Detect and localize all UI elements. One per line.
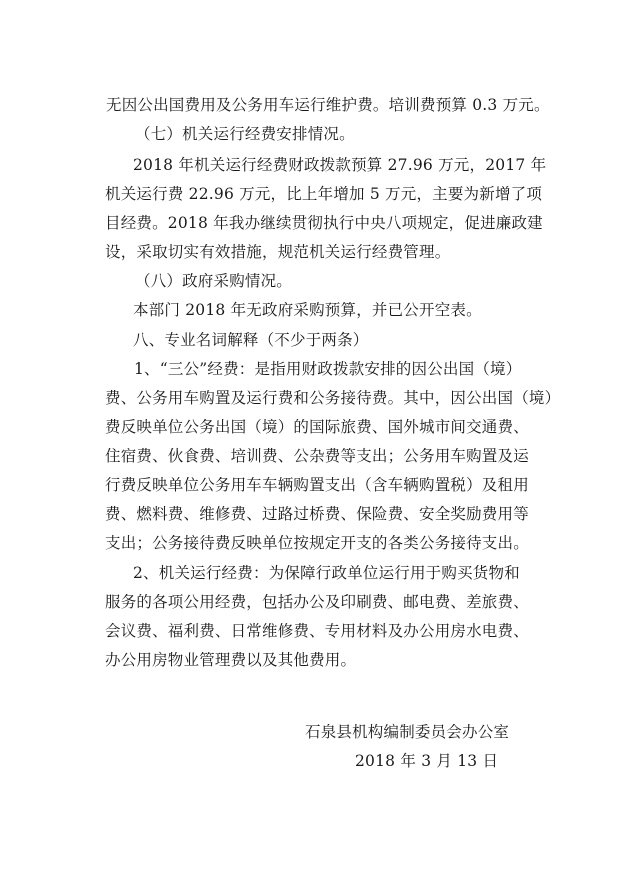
text-line: 费、燃料费、维修费、过路过桥费、保险费、安全奖励费用等 xyxy=(105,505,529,523)
section-heading-terms: 八、专业名词解释（不少于两条） xyxy=(133,331,369,349)
text-line: 会议费、福利费、日常维修费、专用材料及办公用房水电费、 xyxy=(105,622,529,640)
text-line: 机关运行费 22.96 万元，比上年增加 5 万元，主要为新增了项 xyxy=(105,185,543,203)
text-line: 行费反映单位公务用车车辆购置支出（含车辆购置税）及租用 xyxy=(105,476,529,494)
text-line: 服务的各项公用经费，包括办公及印刷费、邮电费、差旅费、 xyxy=(105,593,529,611)
signature-date: 2018 年 3 月 13 日 xyxy=(355,752,499,770)
text-line: 设，采取切实有效措施，规范机关运行经费管理。 xyxy=(105,243,451,261)
text-line: 费反映单位公务出国（境）的国际旅费、国外城市间交通费、 xyxy=(105,418,529,436)
text-line: 费、公务用车购置及运行费和公务接待费。其中，因公出国（境） xyxy=(105,389,561,407)
signature-organization: 石泉县机构编制委员会办公室 xyxy=(305,723,510,741)
text-line: 2、机关运行经费：为保障行政单位运行用于购买货物和 xyxy=(133,564,520,582)
text-line: 1、“三公”经费：是指用财政拨款安排的因公出国（境） xyxy=(134,360,522,378)
text-line: 支出；公务接待费反映单位按规定开支的各类公务接待支出。 xyxy=(105,534,529,552)
text-line: 2018 年机关运行经费财政拨款预算 27.96 万元，2017 年 xyxy=(133,156,547,174)
section-heading-7: （七）机关运行经费安排情况。 xyxy=(135,125,355,143)
text-line: 无因公出国费用及公务用车运行维护费。培训费预算 0.3 万元。 xyxy=(106,96,550,114)
text-line: 办公用房物业管理费以及其他费用。 xyxy=(105,651,357,669)
text-line: 目经费。2018 年我办继续贯彻执行中央八项规定，促进廉政建 xyxy=(105,214,543,232)
section-heading-8: （八）政府采购情况。 xyxy=(135,272,293,290)
text-line: 本部门 2018 年无政府采购预算，并已公开空表。 xyxy=(133,301,482,319)
text-line: 住宿费、伙食费、培训费、公杂费等支出；公务用车购置及运 xyxy=(105,447,529,465)
